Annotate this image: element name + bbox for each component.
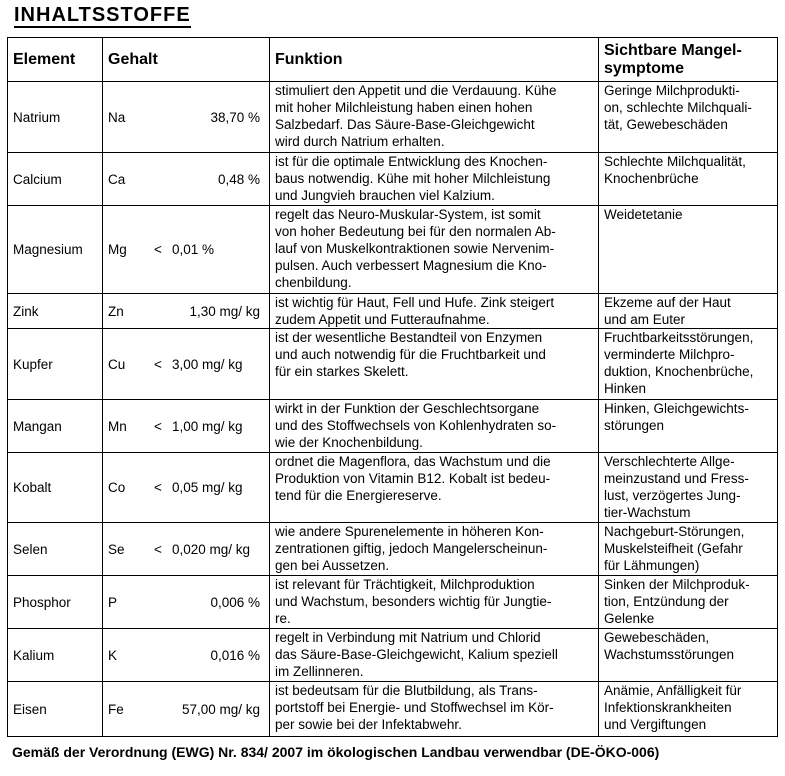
gehalt-cell — [103, 206, 270, 294]
gehalt-cell — [103, 523, 270, 576]
gehalt-value: 1,00 mg/ kg — [172, 418, 243, 434]
footer-note: Gemäß der Verordnung (EWG) Nr. 834/ 2007 im ökologischen Landbau verwendbar (DE-ÖKO-006) — [12, 744, 660, 760]
gehalt-value: 0,016 % — [210, 647, 260, 663]
gehalt-cell — [103, 629, 270, 682]
symptome-text: Weidetetanie — [599, 206, 778, 294]
element-name: Eisen — [8, 682, 103, 737]
gehalt-value: 3,00 mg/ kg — [172, 356, 243, 372]
symptome-text: Ekzeme auf der Haut und am Euter — [599, 294, 778, 329]
header-funktion: Funktion — [270, 38, 599, 82]
table-row — [8, 294, 778, 329]
gehalt-value: 0,05 mg/ kg — [172, 480, 243, 495]
funktion-text: wie andere Spurenelemente in höheren Kon- zentrationen giftig, jedoch Mangelerscheinun- gen bei Aussetzen. — [270, 523, 599, 576]
gehalt-cell — [103, 682, 270, 737]
gehalt-value: 1,30 mg/ kg — [189, 303, 260, 319]
funktion-text: regelt in Verbindung mit Natrium und Chlorid das Säure-Base-Gleichgewicht, Kalium speziell im Zellinneren. — [270, 629, 599, 682]
funktion-text: regelt das Neuro-Muskular-System, ist somit von hoher Bedeutung bei für den normalen Ab- lauf von Muskelkontraktionen sowie Nervenim- pulsen. Auch verbessert Magnesium die Kno- chenbildung. — [270, 206, 599, 294]
less-than-sign: < — [154, 480, 162, 495]
gehalt-value: 38,70 % — [210, 109, 260, 125]
table-row — [8, 206, 778, 294]
header-gehalt: Gehalt — [103, 38, 270, 82]
element-symbol: Co — [108, 480, 126, 495]
table-row — [8, 453, 778, 523]
element-symbol: Fe — [108, 701, 124, 717]
gehalt-value: 57,00 mg/ kg — [181, 701, 260, 717]
funktion-text: ist wichtig für Haut, Fell und Hufe. Zink steigert zudem Appetit und Futteraufnahme. — [270, 294, 599, 329]
element-symbol: Ca — [108, 171, 126, 187]
table-row — [8, 82, 778, 153]
symptome-text: Nachgeburt-Störungen, Muskelsteifheit (Gefahr für Lähmungen) — [599, 523, 778, 576]
funktion-text: ist relevant für Trächtigkeit, Milchproduktion und Wachstum, besonders wichtig für Jungtie- re. — [270, 576, 599, 629]
less-than-sign: < — [154, 418, 162, 434]
page-title: INHALTSSTOFFE — [14, 4, 191, 26]
element-name: Mangan — [8, 400, 103, 453]
funktion-text: stimuliert den Appetit und die Verdauung. Kühe mit hoher Milchleistung haben einen hohen Salzbedarf. Das Säure-Base-Gleichgewicht wird durch Natrium erhalten. — [270, 82, 599, 153]
symptome-text: Geringe Milchprodukti- on, schlechte Milchquali- tät, Gewebeschäden — [599, 82, 778, 153]
element-name: Kobalt — [8, 453, 103, 523]
element-name: Calcium — [8, 153, 103, 206]
element-name: Zink — [8, 294, 103, 329]
table-row — [8, 400, 778, 453]
gehalt-cell — [103, 400, 270, 453]
symptome-text: Fruchtbarkeitsstörungen, verminderte Milchpro- duktion, Knochenbrüche, Hinken — [599, 329, 778, 400]
funktion-text: ordnet die Magenflora, das Wachstum und die Produktion von Vitamin B12. Kobalt ist bedeu- tend für die Energiereserve. — [270, 453, 599, 523]
element-name: Magnesium — [8, 206, 103, 294]
less-than-sign: < — [154, 242, 162, 257]
symptome-text: Verschlechterte Allge- meinzustand und Fress- lust, verzögertes Jung- tier-Wachstum — [599, 453, 778, 523]
gehalt-value: 0,48 % — [217, 171, 260, 187]
element-symbol: Mg — [108, 242, 127, 257]
element-symbol: P — [108, 594, 118, 610]
funktion-text: ist bedeutsam für die Blutbildung, als Trans- portstoff bei Energie- und Stoffwechsel im Kör- per sowie bei der Infektabwehr. — [270, 682, 599, 737]
element-name: Kupfer — [8, 329, 103, 400]
gehalt-value: 0,01 % — [172, 242, 215, 257]
funktion-text: wirkt in der Funktion der Geschlechtsorgane und des Stoffwechsels von Kohlenhydraten so- wie der Knochenbildung. — [270, 400, 599, 453]
table-row — [8, 682, 778, 737]
symptome-text: Schlechte Milchqualität, Knochenbrüche — [599, 153, 778, 206]
element-symbol: Zn — [108, 303, 124, 319]
gehalt-value: 0,006 % — [210, 594, 260, 610]
table-row — [8, 576, 778, 629]
element-name: Kalium — [8, 629, 103, 682]
element-symbol: K — [108, 647, 118, 663]
symptome-text: Hinken, Gleichgewichts- störungen — [599, 400, 778, 453]
gehalt-cell — [103, 294, 270, 329]
less-than-sign: < — [154, 356, 162, 372]
table-row — [8, 629, 778, 682]
gehalt-value: 0,020 mg/ kg — [172, 541, 251, 557]
element-name: Selen — [8, 523, 103, 576]
header-symptome: Sichtbare Mangel- symptome — [599, 38, 778, 82]
element-symbol: Se — [108, 541, 125, 557]
gehalt-cell — [103, 576, 270, 629]
table-row — [8, 329, 778, 400]
table-header-row — [8, 38, 778, 82]
gehalt-cell — [103, 82, 270, 153]
symptome-text: Anämie, Anfälligkeit für Infektionskrankheiten und Vergiftungen — [599, 682, 778, 737]
gehalt-cell — [103, 453, 270, 523]
ingredients-table — [7, 37, 778, 737]
header-element: Element — [8, 38, 103, 82]
element-name: Phosphor — [8, 576, 103, 629]
funktion-text: ist für die optimale Entwicklung des Knochen- baus notwendig. Kühe mit hoher Milchleistung und Jungvieh brauchen viel Kalzium. — [270, 153, 599, 206]
table-row — [8, 523, 778, 576]
element-symbol: Na — [108, 109, 126, 125]
table-row — [8, 153, 778, 206]
gehalt-cell — [103, 329, 270, 400]
symptome-text: Gewebeschäden, Wachstumsstörungen — [599, 629, 778, 682]
element-name: Natrium — [8, 82, 103, 153]
funktion-text: ist der wesentliche Bestandteil von Enzymen und auch notwendig für die Fruchtbarkeit und für ein starkes Skelett. — [270, 329, 599, 400]
element-symbol: Mn — [108, 418, 127, 434]
less-than-sign: < — [154, 541, 162, 557]
gehalt-cell — [103, 153, 270, 206]
symptome-text: Sinken der Milchproduk- tion, Entzündung der Gelenke — [599, 576, 778, 629]
element-symbol: Cu — [108, 356, 126, 372]
